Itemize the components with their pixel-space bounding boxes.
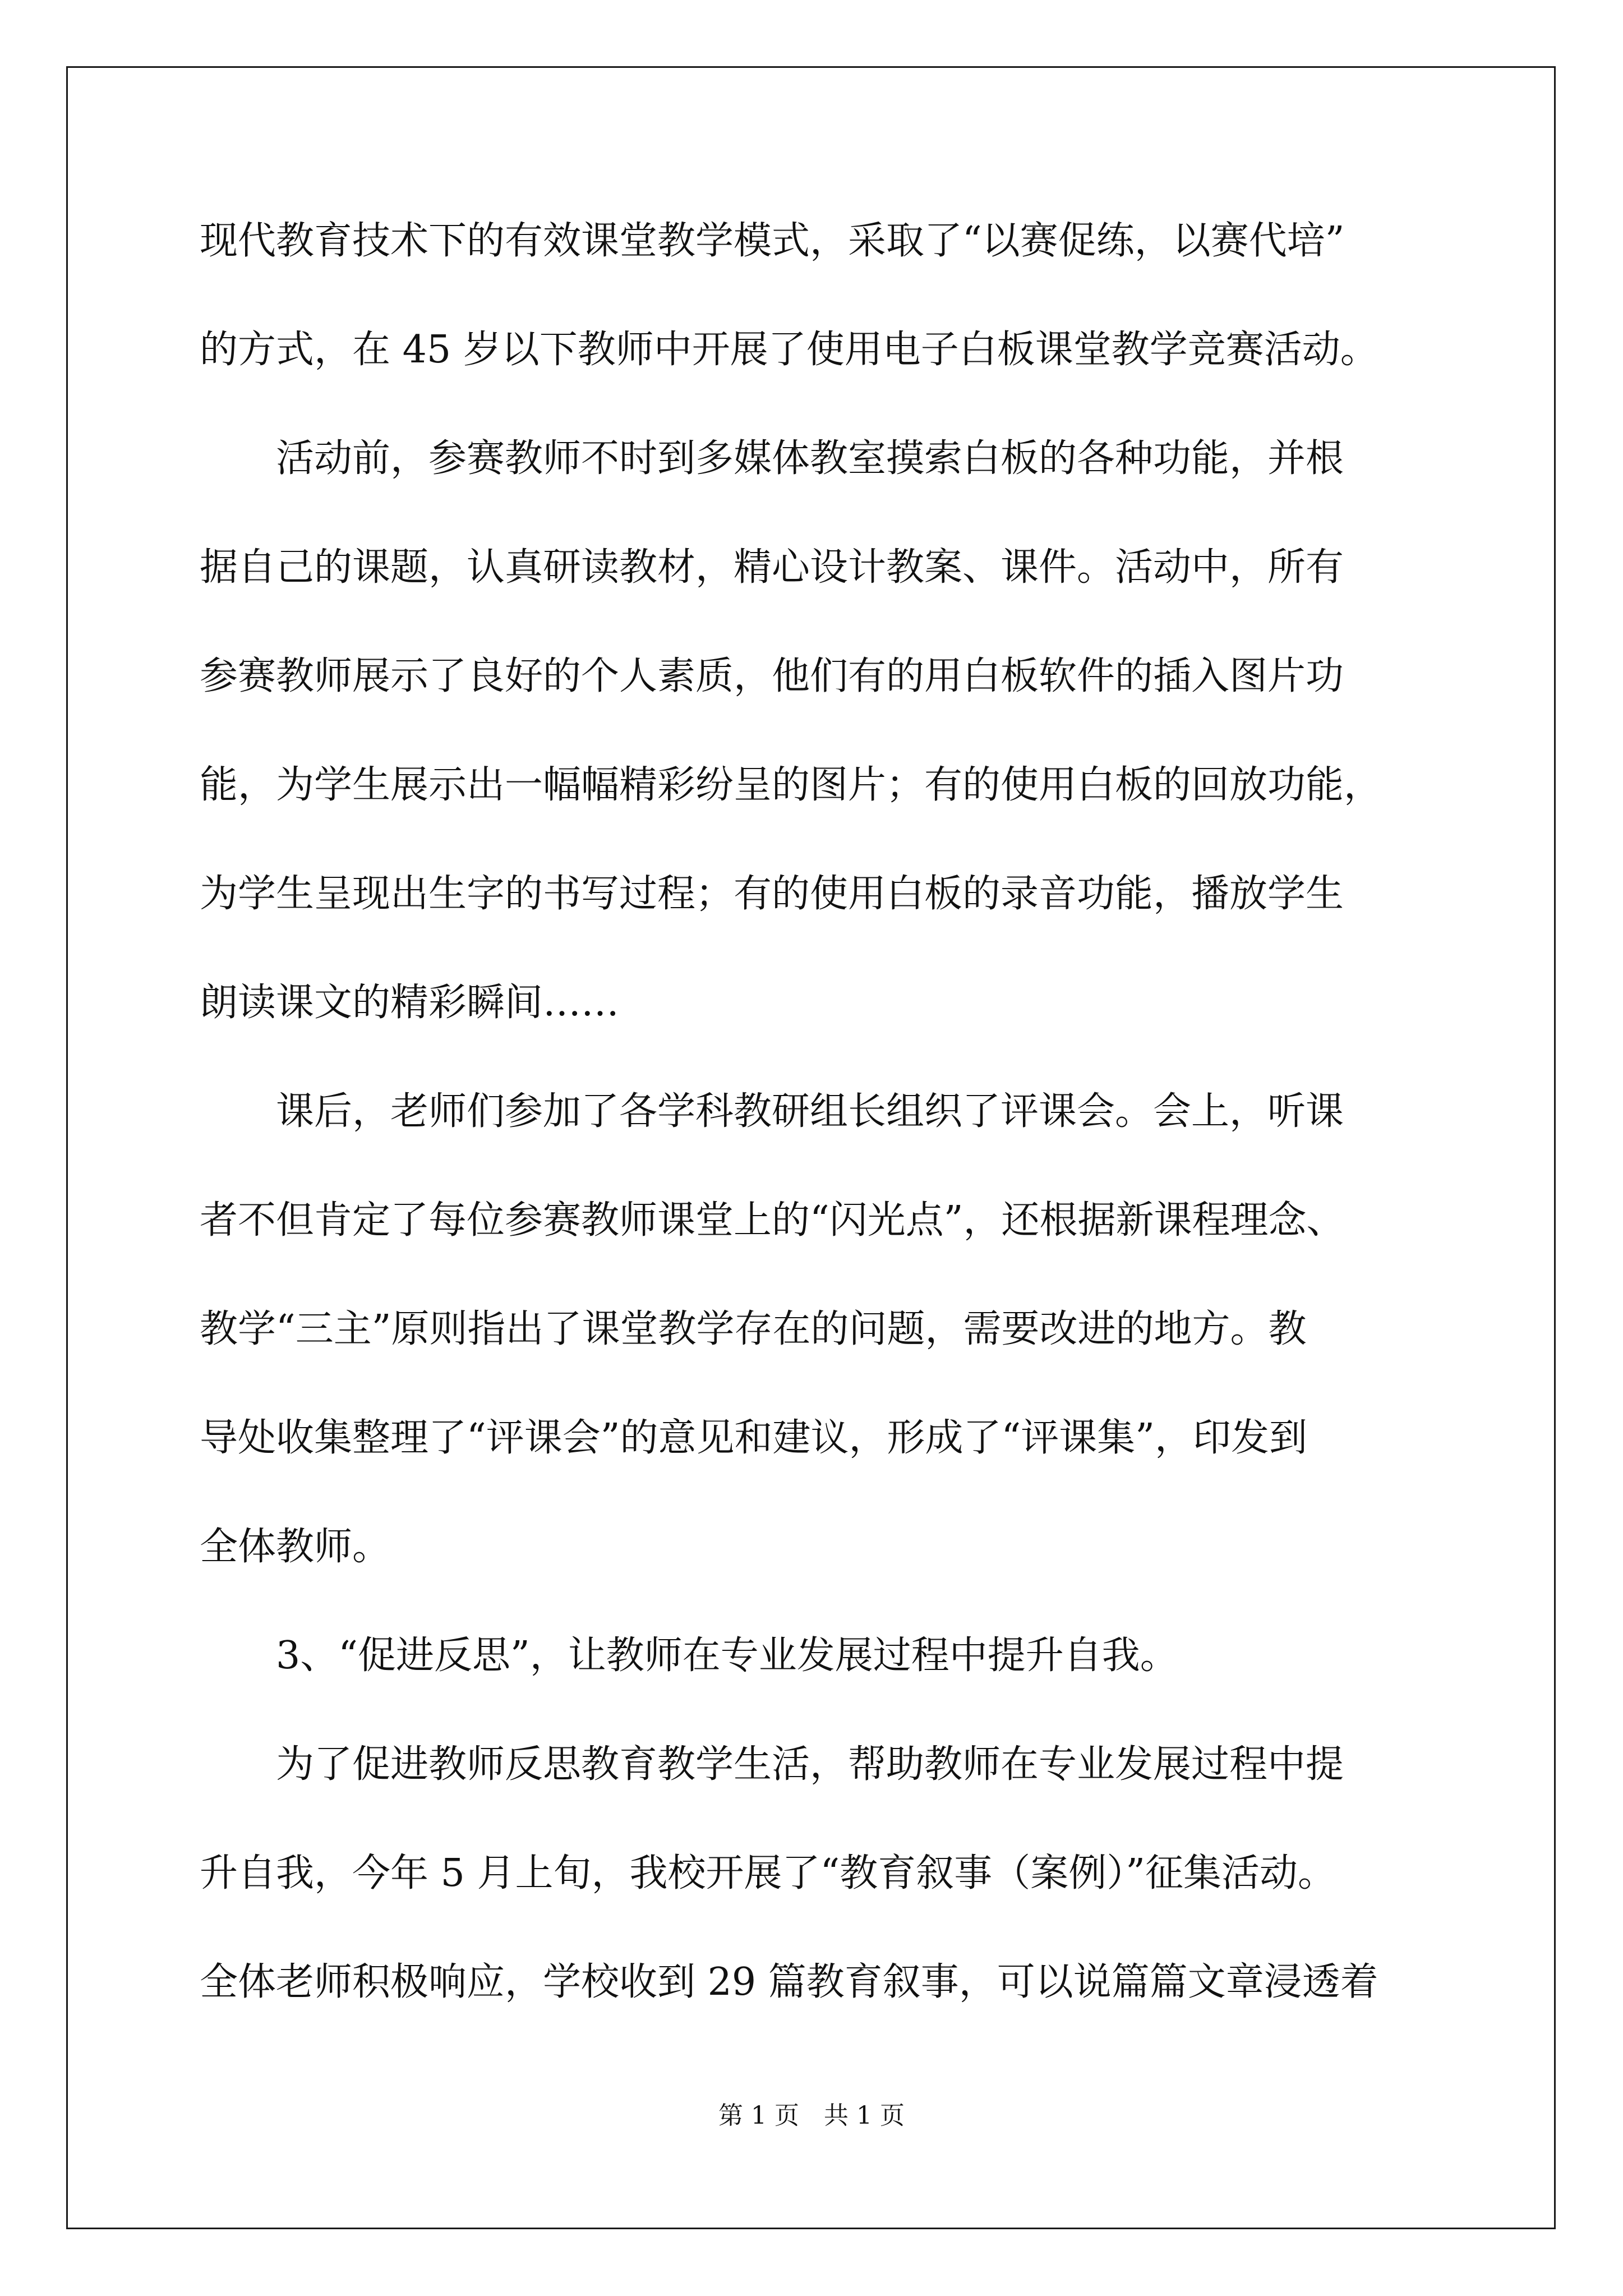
text-line: 全体老师积极响应，学校收到 29 篇教育叙事，可以说篇篇文章浸透着 — [200, 1960, 1378, 2004]
text-line: 活动前，参赛教师不时到多媒体教室摸索白板的各种功能，并根 — [200, 436, 1344, 481]
text-line: 升自我，今年 5 月上旬，我校开展了“教育叙事（案例）”征集活动。 — [200, 1851, 1336, 1895]
text-line: 朗读课文的精彩瞬间…… — [200, 981, 620, 1025]
text-line: 课后，老师们参加了各学科教研组长组织了评课会。会上，听课 — [200, 1089, 1344, 1134]
text-line: 能，为学生展示出一幅幅精彩纷呈的图片；有的使用白板的回放功能， — [200, 763, 1382, 807]
text-line: 参赛教师展示了良好的个人素质，他们有的用白板软件的插入图片功 — [200, 654, 1344, 698]
text-line: 为了促进教师反思教育教学生活，帮助教师在专业发展过程中提 — [200, 1742, 1344, 1787]
page-footer: 第 1 页 共 1 页 — [718, 2101, 905, 2130]
text-line: 据自己的课题，认真研读教材，精心设计教案、课件。活动中，所有 — [200, 545, 1344, 590]
text-line: 导处收集整理了“评课会”的意见和建议，形成了“评课集”，印发到 — [200, 1416, 1308, 1460]
text-line: 者不但肯定了每位参赛教师课堂上的“闪光点”，还根据新课程理念、 — [200, 1198, 1345, 1243]
section-heading: 3、“促进反思”，让教师在专业发展过程中提升自我。 — [200, 1634, 1178, 1678]
text-line: 全体教师。 — [200, 1525, 391, 1569]
text-line: 的方式，在 45 岁以下教师中开展了使用电子白板课堂教学竞赛活动。 — [200, 328, 1378, 372]
text-line: 教学“三主”原则指出了课堂教学存在的问题，需要改进的地方。教 — [200, 1307, 1307, 1351]
text-line: 现代教育技术下的有效课堂教学模式，采取了“以赛促练，以赛代培” — [200, 219, 1345, 263]
text-line: 为学生呈现出生字的书写过程；有的使用白板的录音功能，播放学生 — [200, 872, 1344, 916]
